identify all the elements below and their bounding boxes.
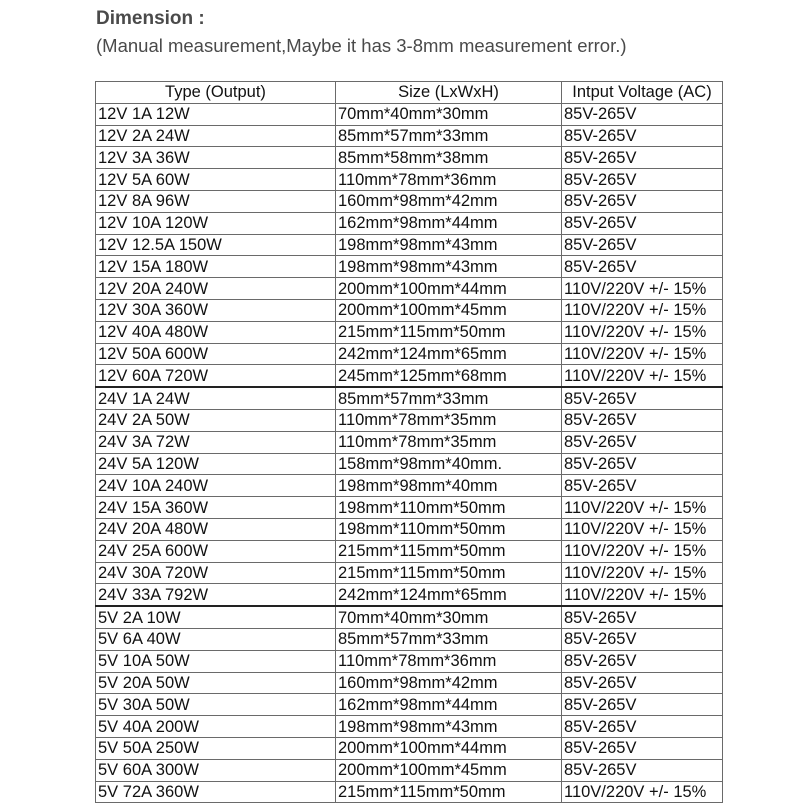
- table-row: [96, 453, 723, 475]
- table-row: [96, 650, 723, 672]
- table-row: [96, 672, 723, 694]
- cell-type: 12V 60A 720W: [96, 365, 336, 387]
- table-row: [96, 716, 723, 738]
- cell-voltage: 85V-265V: [562, 716, 723, 738]
- table-row: [96, 475, 723, 497]
- table-row: [96, 125, 723, 147]
- cell-voltage: 85V-265V: [562, 234, 723, 256]
- cell-size: 110mm*78mm*36mm: [336, 169, 562, 191]
- table-row: [96, 299, 723, 321]
- cell-size: 242mm*124mm*65mm: [336, 343, 562, 365]
- cell-size: 198mm*98mm*43mm: [336, 716, 562, 738]
- cell-type: 24V 10A 240W: [96, 475, 336, 497]
- cell-voltage: 85V-265V: [562, 759, 723, 781]
- cell-voltage: 85V-265V: [562, 387, 723, 409]
- cell-type: 5V 10A 50W: [96, 650, 336, 672]
- cell-voltage: 85V-265V: [562, 672, 723, 694]
- table-row: [96, 103, 723, 125]
- table-row: [96, 321, 723, 343]
- cell-voltage: 110V/220V +/- 15%: [562, 299, 723, 321]
- cell-voltage: 85V-265V: [562, 650, 723, 672]
- cell-size: 158mm*98mm*40mm.: [336, 453, 562, 475]
- table-header: [96, 82, 723, 104]
- cell-type: 12V 50A 600W: [96, 343, 336, 365]
- header-size: Size (LxWxH): [336, 82, 562, 104]
- dimension-heading: Dimension :: [96, 8, 205, 29]
- cell-type: 5V 2A 10W: [96, 606, 336, 628]
- cell-size: 198mm*98mm*40mm: [336, 475, 562, 497]
- cell-voltage: 85V-265V: [562, 190, 723, 212]
- cell-size: 110mm*78mm*35mm: [336, 431, 562, 453]
- table-row: [96, 694, 723, 716]
- table-row: [96, 606, 723, 628]
- cell-size: 70mm*40mm*30mm: [336, 103, 562, 125]
- cell-type: 24V 15A 360W: [96, 497, 336, 519]
- cell-voltage: 85V-265V: [562, 737, 723, 759]
- cell-size: 160mm*98mm*42mm: [336, 190, 562, 212]
- table-body: [96, 103, 723, 803]
- table-row: [96, 431, 723, 453]
- cell-type: 24V 33A 792W: [96, 584, 336, 606]
- cell-type: 24V 2A 50W: [96, 409, 336, 431]
- cell-type: 12V 5A 60W: [96, 169, 336, 191]
- table-row: [96, 234, 723, 256]
- table-row: [96, 737, 723, 759]
- cell-voltage: 85V-265V: [562, 103, 723, 125]
- cell-size: 160mm*98mm*42mm: [336, 672, 562, 694]
- cell-size: 200mm*100mm*44mm: [336, 278, 562, 300]
- cell-voltage: 110V/220V +/- 15%: [562, 278, 723, 300]
- cell-size: 198mm*98mm*43mm: [336, 234, 562, 256]
- cell-size: 200mm*100mm*45mm: [336, 759, 562, 781]
- table-row: [96, 409, 723, 431]
- table-row: [96, 540, 723, 562]
- cell-size: 198mm*98mm*43mm: [336, 256, 562, 278]
- cell-voltage: 110V/220V +/- 15%: [562, 497, 723, 519]
- cell-voltage: 110V/220V +/- 15%: [562, 321, 723, 343]
- cell-voltage: 85V-265V: [562, 606, 723, 628]
- cell-size: 215mm*115mm*50mm: [336, 781, 562, 803]
- table-row: [96, 365, 723, 387]
- table-row: [96, 562, 723, 584]
- cell-size: 215mm*115mm*50mm: [336, 562, 562, 584]
- cell-type: 24V 5A 120W: [96, 453, 336, 475]
- cell-voltage: 85V-265V: [562, 169, 723, 191]
- cell-type: 24V 3A 72W: [96, 431, 336, 453]
- cell-type: 12V 15A 180W: [96, 256, 336, 278]
- cell-type: 5V 20A 50W: [96, 672, 336, 694]
- cell-type: 5V 50A 250W: [96, 737, 336, 759]
- cell-type: 24V 20A 480W: [96, 518, 336, 540]
- cell-size: 85mm*57mm*33mm: [336, 387, 562, 409]
- cell-size: 200mm*100mm*44mm: [336, 737, 562, 759]
- header-type: Type (Output): [96, 82, 336, 104]
- cell-size: 85mm*57mm*33mm: [336, 628, 562, 650]
- cell-size: 215mm*115mm*50mm: [336, 540, 562, 562]
- cell-voltage: 85V-265V: [562, 475, 723, 497]
- table-row: [96, 256, 723, 278]
- cell-type: 24V 25A 600W: [96, 540, 336, 562]
- cell-type: 5V 30A 50W: [96, 694, 336, 716]
- cell-size: 198mm*110mm*50mm: [336, 497, 562, 519]
- cell-size: 198mm*110mm*50mm: [336, 518, 562, 540]
- cell-type: 5V 6A 40W: [96, 628, 336, 650]
- table-row: [96, 497, 723, 519]
- table-row: [96, 584, 723, 606]
- cell-voltage: 85V-265V: [562, 125, 723, 147]
- cell-voltage: 110V/220V +/- 15%: [562, 562, 723, 584]
- measurement-note: (Manual measurement,Maybe it has 3-8mm measurement error.): [96, 35, 627, 56]
- cell-voltage: 110V/220V +/- 15%: [562, 518, 723, 540]
- cell-size: 85mm*57mm*33mm: [336, 125, 562, 147]
- cell-type: 12V 2A 24W: [96, 125, 336, 147]
- cell-type: 12V 3A 36W: [96, 147, 336, 169]
- table-row: [96, 147, 723, 169]
- cell-size: 162mm*98mm*44mm: [336, 694, 562, 716]
- cell-voltage: 85V-265V: [562, 453, 723, 475]
- cell-type: 12V 20A 240W: [96, 278, 336, 300]
- cell-size: 200mm*100mm*45mm: [336, 299, 562, 321]
- table-row: [96, 212, 723, 234]
- cell-voltage: 110V/220V +/- 15%: [562, 584, 723, 606]
- cell-voltage: 85V-265V: [562, 212, 723, 234]
- cell-voltage: 110V/220V +/- 15%: [562, 781, 723, 803]
- cell-type: 5V 60A 300W: [96, 759, 336, 781]
- cell-voltage: 85V-265V: [562, 694, 723, 716]
- cell-type: 12V 40A 480W: [96, 321, 336, 343]
- table-row: [96, 343, 723, 365]
- table-row: [96, 169, 723, 191]
- cell-type: 24V 1A 24W: [96, 387, 336, 409]
- cell-size: 85mm*58mm*38mm: [336, 147, 562, 169]
- cell-voltage: 85V-265V: [562, 628, 723, 650]
- cell-type: 12V 10A 120W: [96, 212, 336, 234]
- cell-size: 215mm*115mm*50mm: [336, 321, 562, 343]
- header-voltage: Intput Voltage (AC): [562, 82, 723, 104]
- table-row: [96, 387, 723, 409]
- cell-type: 12V 1A 12W: [96, 103, 336, 125]
- table-row: [96, 759, 723, 781]
- cell-voltage: 85V-265V: [562, 147, 723, 169]
- cell-voltage: 85V-265V: [562, 256, 723, 278]
- cell-type: 5V 40A 200W: [96, 716, 336, 738]
- cell-size: 242mm*124mm*65mm: [336, 584, 562, 606]
- table-row: [96, 190, 723, 212]
- cell-voltage: 110V/220V +/- 15%: [562, 365, 723, 387]
- cell-size: 110mm*78mm*36mm: [336, 650, 562, 672]
- cell-voltage: 85V-265V: [562, 409, 723, 431]
- cell-type: 12V 30A 360W: [96, 299, 336, 321]
- cell-size: 70mm*40mm*30mm: [336, 606, 562, 628]
- cell-voltage: 85V-265V: [562, 431, 723, 453]
- cell-size: 110mm*78mm*35mm: [336, 409, 562, 431]
- table-row: [96, 518, 723, 540]
- cell-size: 162mm*98mm*44mm: [336, 212, 562, 234]
- cell-type: 5V 72A 360W: [96, 781, 336, 803]
- header-row: [96, 82, 723, 104]
- cell-type: 24V 30A 720W: [96, 562, 336, 584]
- cell-type: 12V 12.5A 150W: [96, 234, 336, 256]
- table-row: [96, 278, 723, 300]
- cell-type: 12V 8A 96W: [96, 190, 336, 212]
- cell-voltage: 110V/220V +/- 15%: [562, 540, 723, 562]
- cell-voltage: 110V/220V +/- 15%: [562, 343, 723, 365]
- table-row: [96, 628, 723, 650]
- cell-size: 245mm*125mm*68mm: [336, 365, 562, 387]
- dimension-table: [95, 81, 723, 803]
